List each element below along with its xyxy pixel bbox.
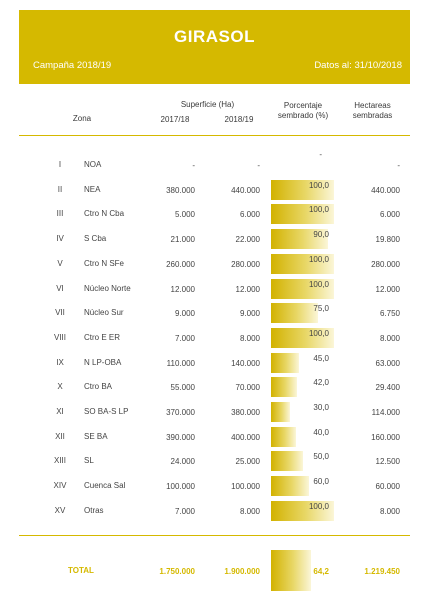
row-superficie-2017: 55.000 [170,383,195,392]
row-superficie-2018: 100.000 [231,482,260,491]
row-percent: - [319,150,322,159]
row-zone-number: III [56,209,64,218]
row-zone-name: S Cba [84,234,107,243]
row-superficie-2018: 6.000 [239,210,260,219]
row-percent: 60,0 [313,477,329,486]
row-hectareas: 12.000 [375,285,400,294]
row-superficie-2017: 12.000 [170,285,195,294]
row-percent-fill [271,402,290,422]
row-superficie-2017: 390.000 [166,433,195,442]
col-porcentaje: Porcentaje sembrado (%) [277,101,329,120]
row-percent: 100,0 [308,205,329,214]
row-zone-name: SL [84,456,94,465]
row-hectareas: 6.000 [379,210,400,219]
total-superficie-2017: 1.750.000 [159,567,195,576]
row-superficie-2018: 25.000 [235,457,260,466]
row-percent: 90,0 [313,230,329,239]
row-zone-number: X [57,382,63,391]
row-superficie-2017: 7.000 [174,507,195,516]
campaign-label: Campaña 2018/19 [33,60,112,71]
row-superficie-2018: 22.000 [235,235,260,244]
row-superficie-2017: 110.000 [166,359,195,368]
row-zone-name: Ctro E ER [84,333,121,342]
row-zone-number: II [57,185,63,194]
row-hectareas: 280.000 [371,260,400,269]
row-hectareas: - [397,161,400,170]
row-superficie-2018: 70.000 [235,383,260,392]
report-title: GIRASOL [174,27,255,46]
row-zone-number: IX [56,358,64,367]
row-zone-number: XIII [53,456,66,465]
row-percent: 30,0 [313,403,329,412]
row-zone-number: XI [56,407,64,416]
row-zone-name: Cuenca Sal [84,481,126,490]
row-superficie-2018: 380.000 [231,408,260,417]
row-percent: 42,0 [313,378,329,387]
col-year-2: 2018/19 [224,115,254,124]
row-hectareas: 63.000 [375,359,400,368]
row-superficie-2018: - [257,161,260,170]
row-zone-number: VI [56,284,64,293]
col-zona: Zona [72,114,92,123]
row-superficie-2017: 21.000 [170,235,195,244]
row-hectareas: 12.500 [375,457,400,466]
row-superficie-2017: 260.000 [166,260,195,269]
row-superficie-2018: 440.000 [231,186,260,195]
row-percent: 100,0 [308,255,329,264]
total-label: TOTAL [68,566,94,575]
row-superficie-2018: 280.000 [231,260,260,269]
row-percent: 50,0 [313,452,329,461]
row-superficie-2017: 100.000 [166,482,195,491]
row-percent: 40,0 [313,428,329,437]
row-hectareas: 8.000 [379,507,400,516]
row-hectareas: 8.000 [379,334,400,343]
row-hectareas: 440.000 [371,186,400,195]
row-zone-name: Otras [84,506,104,515]
row-hectareas: 6.750 [379,309,400,318]
report-header [19,10,410,84]
row-superficie-2017: - [192,161,195,170]
total-hectareas: 1.219.450 [364,567,400,576]
row-zone-name: Ctro N SFe [84,259,125,268]
total-divider [19,535,410,536]
row-superficie-2018: 12.000 [235,285,260,294]
row-superficie-2017: 9.000 [174,309,195,318]
row-superficie-2017: 370.000 [166,408,195,417]
row-zone-name: SO BA-S LP [84,407,129,416]
row-zone-name: Núcleo Norte [84,284,131,293]
col-year-1: 2017/18 [160,115,190,124]
row-percent: 45,0 [313,354,329,363]
row-zone-name: NOA [84,160,102,169]
row-zone-number: XV [54,506,66,515]
row-superficie-2018: 140.000 [231,359,260,368]
row-hectareas: 160.000 [371,433,400,442]
row-zone-number: V [57,259,63,268]
row-superficie-2017: 7.000 [174,334,195,343]
row-hectareas: 114.000 [371,408,400,417]
total-percent: 64,2 [313,567,329,576]
row-zone-name: NEA [84,185,101,194]
col-hectareas: Hectareas sembradas [352,101,393,120]
row-percent: 100,0 [308,280,329,289]
row-superficie-2018: 400.000 [231,433,260,442]
row-zone-number: VIII [53,333,66,342]
row-zone-name: Núcleo Sur [84,308,124,317]
row-percent: 100,0 [308,502,329,511]
col-superficie: Superficie (Ha) [180,100,235,109]
total-superficie-2018: 1.900.000 [224,567,260,576]
row-zone-name: Ctro BA [84,382,113,391]
row-zone-number: I [58,160,62,169]
data-date: Datos al: 31/10/2018 [314,60,402,71]
row-zone-name: N LP-OBA [84,358,122,367]
row-percent: 100,0 [308,181,329,190]
row-percent: 75,0 [313,304,329,313]
row-zone-name: SE BA [84,432,108,441]
row-hectareas: 60.000 [375,482,400,491]
row-superficie-2017: 380.000 [166,186,195,195]
row-superficie-2018: 9.000 [239,309,260,318]
row-zone-number: VII [55,308,65,317]
header-divider [19,135,410,136]
row-zone-number: XIV [53,481,67,490]
row-superficie-2017: 24.000 [170,457,195,466]
row-hectareas: 19.800 [375,235,400,244]
row-superficie-2018: 8.000 [239,334,260,343]
row-zone-number: IV [56,234,64,243]
row-superficie-2017: 5.000 [174,210,195,219]
row-superficie-2018: 8.000 [239,507,260,516]
row-zone-name: Ctro N Cba [84,209,125,218]
row-percent: 100,0 [308,329,329,338]
row-zone-number: XII [55,432,65,441]
row-hectareas: 29.400 [375,383,400,392]
